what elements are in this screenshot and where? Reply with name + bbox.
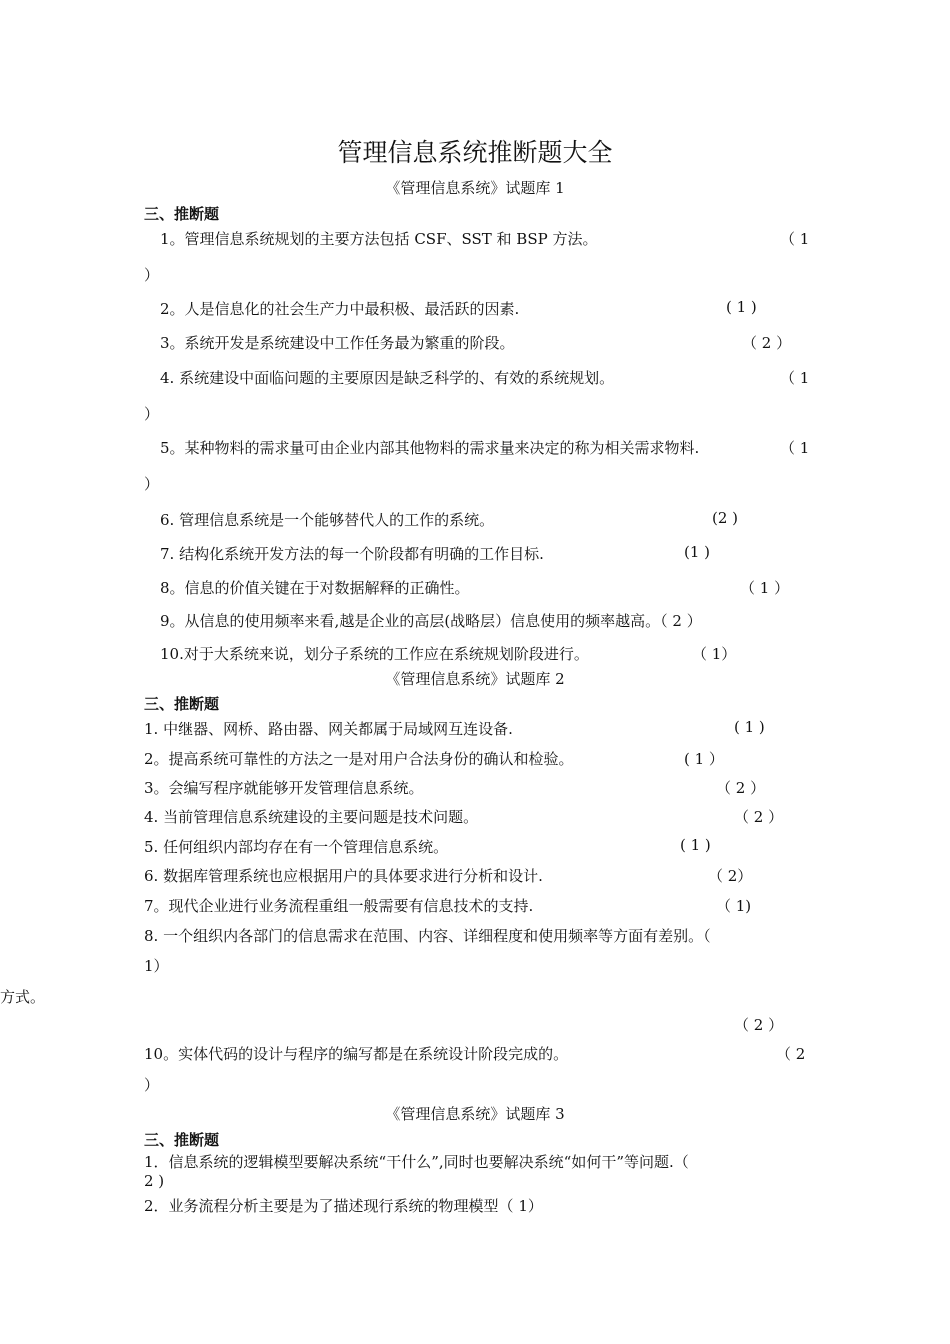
bank1-q5: 5。某种物料的需求量可由企业内部其他物料的需求量来决定的称为相关需求物料. [160, 439, 700, 457]
bank2-a5: ( 1 ) [680, 836, 711, 854]
bank2-q2: 2。提高系统可靠性的方法之一是对用户合法身份的确认和检验。 [144, 750, 574, 768]
bank2-a4: （ 2 ） [734, 808, 784, 826]
bank2-q1: 1. 中继器、网桥、路由器、网关都属于局域网互连设备. [144, 720, 513, 738]
page-title: 管理信息系统推断题大全 [337, 138, 613, 167]
bank2-a9: （ 2 ） [734, 1016, 784, 1034]
bank1-q3: 3。系统开发是系统建设中工作任务最为繁重的阶段。 [160, 334, 515, 352]
bank2-a2: ( 1 ） [684, 750, 724, 768]
bank1-a1: （ 1 [780, 230, 810, 248]
bank1-a4: （ 1 [780, 369, 810, 387]
bank2-q9-fragment: 方式。 [0, 988, 46, 1006]
bank2-q4: 4. 当前管理信息系统建设的主要问题是技术问题。 [144, 808, 479, 826]
bank3-subtitle: 《管理信息系统》试题库 3 [385, 1105, 565, 1123]
bank2-q6: 6. 数据库管理系统也应根据用户的具体要求进行分析和设计. [144, 867, 543, 885]
bank2-a10-tail: ） [144, 1076, 160, 1094]
bank2-a10: （ 2 [776, 1045, 806, 1063]
bank1-a8: （ 1 ） [740, 579, 790, 597]
bank1-q2: 2。人是信息化的社会生产力中最积极、最活跃的因素. [160, 300, 520, 318]
bank1-a3: （ 2 ） [742, 334, 792, 352]
bank1-a5: （ 1 [780, 439, 810, 457]
bank1-a1-tail: ） [144, 266, 160, 284]
bank2-q7: 7。现代企业进行业务流程重组一般需要有信息技术的支持. [144, 897, 534, 915]
bank2-a3: （ 2 ） [716, 779, 766, 797]
bank2-q10: 10。实体代码的设计与程序的编写都是在系统设计阶段完成的。 [144, 1045, 569, 1063]
bank1-a10: （ 1） [692, 645, 737, 663]
bank2-subtitle: 《管理信息系统》试题库 2 [385, 670, 565, 688]
bank2-q3: 3。会编写程序就能够开发管理信息系统。 [144, 779, 424, 797]
bank3-q1: 1．信息系统的逻辑模型要解决系统“干什么”,同时也要解决系统“如何干”等问题.（ [144, 1153, 689, 1171]
bank1-q7: 7. 结构化系统开发方法的每一个阶段都有明确的工作目标. [160, 545, 544, 563]
bank1-heading: 三、推断题 [144, 205, 220, 223]
bank3-q2: 2．业务流程分析主要是为了描述现行系统的物理模型（ 1） [144, 1197, 543, 1215]
bank3-heading: 三、推断题 [144, 1131, 220, 1149]
bank1-q4: 4. 系统建设中面临问题的主要原因是缺乏科学的、有效的系统规划。 [160, 369, 615, 387]
bank3-a1-tail: 2 ) [144, 1172, 165, 1190]
bank2-q5: 5. 任何组织内部均存在有一个管理信息系统。 [144, 838, 449, 856]
bank1-a5-tail: ） [144, 475, 160, 493]
bank1-a2: ( 1 ) [726, 298, 757, 316]
bank1-q9: 9。从信息的使用频率来看,越是企业的高层(战略层）信息使用的频率越高。（ 2 ） [160, 612, 702, 630]
bank2-a1: ( 1 ) [734, 718, 765, 736]
bank1-a6: (2 ) [712, 509, 739, 527]
bank1-q1: 1。管理信息系统规划的主要方法包括 CSF、SST 和 BSP 方法。 [160, 230, 598, 248]
bank1-a4-tail: ） [144, 405, 160, 423]
bank1-q8: 8。信息的价值关键在于对数据解释的正确性。 [160, 579, 470, 597]
bank1-subtitle: 《管理信息系统》试题库 1 [385, 179, 565, 197]
bank2-a6: （ 2） [708, 867, 753, 885]
bank1-q10: 10.对于大系统来说，划分子系统的工作应在系统规划阶段进行。 [160, 645, 589, 663]
bank2-a7: （ 1) [716, 897, 752, 915]
bank1-q6: 6. 管理信息系统是一个能够替代人的工作的系统。 [160, 511, 495, 529]
bank2-a8-tail: 1） [144, 957, 169, 975]
bank2-heading: 三、推断题 [144, 695, 220, 713]
bank1-a7: (1 ) [684, 543, 711, 561]
bank2-q8: 8. 一个组织内各部门的信息需求在范围、内容、详细程度和使用频率等方面有差别。（ [144, 927, 711, 945]
